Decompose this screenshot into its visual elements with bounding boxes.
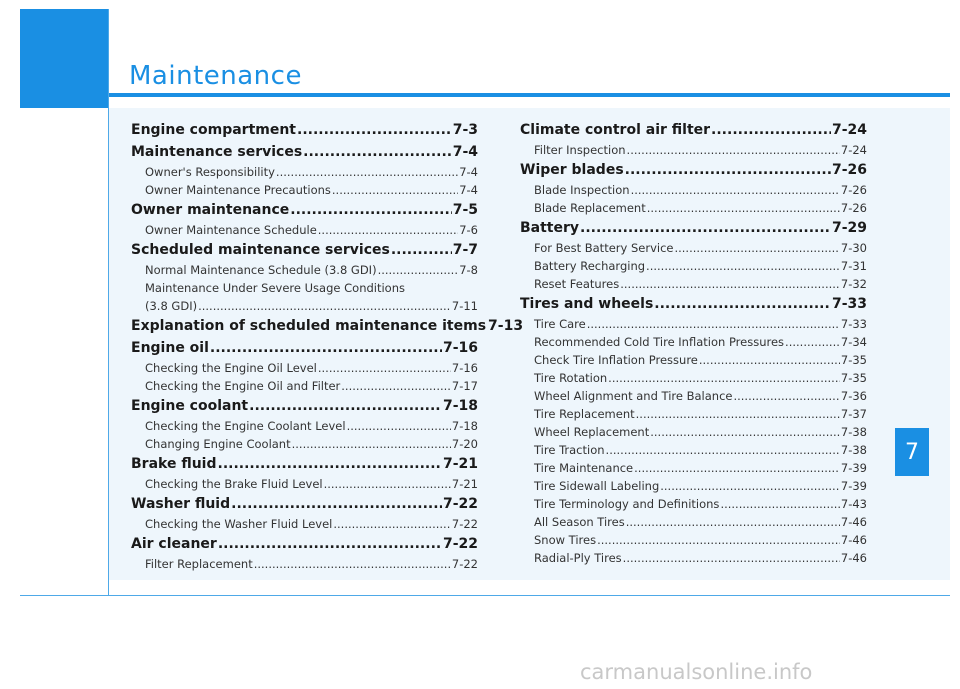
toc-entry-page: 7-4 — [452, 144, 478, 160]
toc-entry[interactable] — [131, 453, 478, 475]
toc-entry-label: Engine compartment — [131, 122, 296, 138]
toc-entry[interactable] — [520, 513, 867, 531]
toc-entry-page: 7-22 — [442, 536, 478, 552]
toc-entry-label: Normal Maintenance Schedule (3.8 GDI) — [145, 263, 377, 277]
toc-entry-page: 7-46 — [840, 533, 867, 547]
toc-entry-page: 7-13 — [488, 318, 524, 334]
toc-entry-label: Wiper blades — [520, 162, 624, 178]
toc-leader-dots — [785, 333, 840, 351]
toc-leader-dots — [608, 369, 840, 387]
toc-leader-dots — [699, 351, 840, 369]
toc-entry[interactable] — [520, 459, 867, 477]
toc-entry-label: Engine oil — [131, 340, 209, 356]
toc-entry[interactable] — [131, 297, 478, 315]
toc-entry-page: 7-20 — [451, 437, 478, 451]
toc-entry[interactable] — [131, 199, 478, 221]
toc-leader-dots — [650, 423, 840, 441]
toc-entry-page: 7-30 — [840, 241, 867, 255]
toc-entry[interactable] — [520, 181, 867, 199]
toc-entry-page: 7-38 — [840, 425, 867, 439]
toc-entry-label: Battery — [520, 220, 580, 236]
toc-entry[interactable] — [520, 369, 867, 387]
toc-leader-dots — [646, 257, 840, 275]
toc-entry-label: Explanation of scheduled maintenance items — [131, 318, 487, 334]
toc-leader-dots — [378, 261, 459, 279]
toc-entry[interactable] — [520, 531, 867, 549]
toc-entry[interactable] — [131, 377, 478, 395]
toc-entry-label: Brake fluid — [131, 456, 217, 472]
toc-leader-dots — [318, 359, 451, 377]
toc-entry-page: 7-36 — [840, 389, 867, 403]
toc-entry-label: Maintenance services — [131, 144, 303, 160]
toc-leader-dots — [276, 163, 458, 181]
toc-entry-page: 7-16 — [451, 361, 478, 375]
toc-entry[interactable] — [520, 477, 867, 495]
toc-entry[interactable] — [520, 159, 867, 181]
toc-entry-label: Tire Care — [534, 317, 586, 331]
toc-entry-page: 7-26 — [840, 183, 867, 197]
toc-entry-page: 7-16 — [442, 340, 478, 356]
toc-entry-label: Owner Maintenance Schedule — [145, 223, 317, 237]
toc-entry[interactable] — [520, 257, 867, 275]
toc-entry-label: Scheduled maintenance services — [131, 242, 390, 258]
toc-leader-dots — [634, 459, 840, 477]
toc-leader-dots — [597, 531, 840, 549]
toc-entry-page: 7-39 — [840, 479, 867, 493]
toc-leader-dots — [647, 199, 840, 217]
toc-entry-page: 7-24 — [840, 143, 867, 157]
toc-entry[interactable] — [520, 315, 867, 333]
toc-entry-label: Climate control air filter — [520, 122, 711, 138]
toc-entry[interactable] — [520, 495, 867, 513]
toc-entry[interactable] — [131, 315, 524, 337]
toc-entry-label: Checking the Brake Fluid Level — [145, 477, 323, 491]
toc-entry[interactable] — [131, 435, 478, 453]
toc-entry-label: Snow Tires — [534, 533, 597, 547]
toc-entry[interactable] — [131, 119, 478, 141]
toc-entry[interactable] — [131, 279, 478, 297]
toc-leader-dots — [218, 533, 442, 555]
toc-entry-label: Engine coolant — [131, 398, 249, 414]
toc-entry-page: 7-6 — [459, 223, 478, 237]
toc-entry[interactable] — [520, 549, 867, 567]
toc-entry-page: 7-24 — [831, 122, 867, 138]
toc-leader-dots — [654, 293, 831, 315]
toc-entry-label: Blade Replacement — [534, 201, 646, 215]
toc-entry-page: 7-29 — [831, 220, 867, 236]
toc-entry-label: Tire Rotation — [534, 371, 608, 385]
toc-leader-dots — [587, 315, 840, 333]
toc-entry-label: Filter Replacement — [145, 557, 253, 571]
toc-leader-dots — [720, 495, 839, 513]
toc-leader-dots — [711, 119, 831, 141]
toc-entry-label: Checking the Engine Coolant Level — [145, 419, 346, 433]
toc-entry-page: 7-33 — [831, 296, 867, 312]
toc-entry-page: 7-22 — [442, 496, 478, 512]
toc-entry[interactable] — [131, 261, 478, 279]
toc-entry[interactable] — [520, 351, 867, 369]
toc-leader-dots — [249, 395, 442, 417]
toc-entry-label: Changing Engine Coolant — [145, 437, 291, 451]
toc-entry[interactable] — [131, 515, 478, 533]
toc-entry-page: 7-46 — [840, 551, 867, 565]
toc-entry-label: Washer fluid — [131, 496, 231, 512]
toc-entry-page: 7-35 — [840, 353, 867, 367]
toc-entry-page: 7-18 — [451, 419, 478, 433]
toc-leader-dots — [580, 217, 831, 239]
toc-entry-label: Tires and wheels — [520, 296, 654, 312]
toc-entry[interactable] — [520, 293, 867, 315]
toc-entry-page: 7-4 — [459, 165, 478, 179]
toc-entry-label: Reset Features — [534, 277, 620, 291]
toc-entry-page: 7-22 — [451, 517, 478, 531]
toc-entry[interactable] — [131, 533, 478, 555]
toc-entry-page: 7-11 — [451, 299, 478, 313]
toc-entry-page: 7-26 — [831, 162, 867, 178]
toc-leader-dots — [631, 181, 840, 199]
toc-leader-dots — [254, 555, 451, 573]
toc-leader-dots — [620, 275, 840, 293]
toc-entry[interactable] — [520, 141, 867, 159]
toc-leader-dots — [292, 435, 451, 453]
toc-entry-label: Checking the Engine Oil Level — [145, 361, 317, 375]
toc-leader-dots — [332, 181, 458, 199]
toc-entry-page: 7-46 — [840, 515, 867, 529]
toc-entry-page: 7-31 — [840, 259, 867, 273]
toc-entry[interactable] — [131, 239, 478, 261]
toc-entry-page: 7-7 — [452, 242, 478, 258]
toc-entry-page: 7-3 — [452, 122, 478, 138]
toc-leader-dots — [606, 441, 840, 459]
toc-leader-dots — [333, 515, 451, 533]
toc-entry-label: Owner maintenance — [131, 202, 290, 218]
toc-entry-label: Tire Sidewall Labeling — [534, 479, 660, 493]
toc-entry-label: Radial-Ply Tires — [534, 551, 622, 565]
toc-leader-dots — [324, 475, 451, 493]
toc-entry[interactable] — [520, 217, 867, 239]
toc-entry-label: Battery Recharging — [534, 259, 646, 273]
toc-leader-dots — [674, 239, 839, 257]
toc-leader-dots — [347, 417, 451, 435]
toc-entry-page: 7-26 — [840, 201, 867, 215]
toc-entry[interactable] — [520, 119, 867, 141]
toc-entry[interactable] — [131, 417, 478, 435]
toc-entry-label: Owner Maintenance Precautions — [145, 183, 331, 197]
toc-entry-page: 7-21 — [442, 456, 478, 472]
toc-leader-dots — [290, 199, 451, 221]
toc-leader-dots — [626, 513, 840, 531]
toc-entry-label: Air cleaner — [131, 536, 217, 552]
toc-leader-dots — [623, 549, 840, 567]
toc-leader-dots — [733, 387, 839, 405]
bottom-rule — [20, 595, 950, 596]
toc-entry-label: Recommended Cold Tire Inflation Pressures — [534, 335, 785, 349]
toc-entry-page: 7-18 — [442, 398, 478, 414]
toc-entry-page: 7-8 — [459, 263, 478, 277]
toc-leader-dots — [198, 297, 451, 315]
toc-entry[interactable] — [131, 141, 478, 163]
toc-entry-label: Tire Traction — [534, 443, 605, 457]
toc-entry-label: Checking the Engine Oil and Filter — [145, 379, 341, 393]
toc-leader-dots — [210, 337, 442, 359]
toc-leader-dots — [231, 493, 442, 515]
toc-entry[interactable] — [131, 493, 478, 515]
toc-entry-label: Tire Terminology and Definitions — [534, 497, 720, 511]
page-title: Maintenance — [129, 61, 302, 91]
toc-entry[interactable] — [131, 475, 478, 493]
toc-entry-label: (3.8 GDI) — [145, 299, 198, 313]
toc-entry-page: 7-38 — [840, 443, 867, 457]
toc-right-column — [520, 119, 867, 567]
toc-entry[interactable] — [520, 405, 867, 423]
toc-entry[interactable] — [131, 395, 478, 417]
toc-leader-dots — [660, 477, 840, 495]
toc-entry-page: 7-5 — [452, 202, 478, 218]
toc-entry[interactable] — [520, 333, 867, 351]
toc-entry-page: 7-34 — [840, 335, 867, 349]
toc-left-column — [131, 119, 524, 573]
toc-leader-dots — [318, 221, 458, 239]
toc-entry-page: 7-39 — [840, 461, 867, 475]
toc-entry-page: 7-17 — [451, 379, 478, 393]
toc-entry[interactable] — [520, 441, 867, 459]
toc-entry-page: 7-35 — [840, 371, 867, 385]
toc-leader-dots — [218, 453, 442, 475]
toc-entry-page: 7-33 — [840, 317, 867, 331]
toc-leader-dots — [636, 405, 840, 423]
toc-entry-label: All Season Tires — [534, 515, 625, 529]
chapter-tab[interactable]: 7 — [895, 428, 929, 476]
toc-entry-label: Owner's Responsibility — [145, 165, 275, 179]
corner-color-block — [20, 9, 109, 108]
toc-entry-page: 7-21 — [451, 477, 478, 491]
toc-entry-label: Blade Inspection — [534, 183, 630, 197]
watermark-text: carmanualsonline.info — [580, 660, 813, 684]
toc-entry-page: 7-22 — [451, 557, 478, 571]
toc-entry-label: For Best Battery Service — [534, 241, 674, 255]
toc-entry[interactable] — [131, 555, 478, 573]
toc-entry-page: 7-37 — [840, 407, 867, 421]
toc-entry[interactable] — [131, 359, 478, 377]
toc-leader-dots — [625, 159, 831, 181]
toc-entry[interactable] — [520, 387, 867, 405]
toc-entry-label: Maintenance Under Severe Usage Conditions — [145, 281, 405, 295]
toc-leader-dots — [341, 377, 451, 395]
toc-entry[interactable] — [520, 275, 867, 293]
toc-entry[interactable] — [131, 337, 478, 359]
toc-leader-dots — [391, 239, 452, 261]
toc-entry[interactable] — [520, 199, 867, 217]
toc-entry-label: Wheel Replacement — [534, 425, 650, 439]
toc-entry-label: Wheel Alignment and Tire Balance — [534, 389, 733, 403]
toc-leader-dots — [303, 141, 452, 163]
toc-entry-label: Check Tire Inflation Pressure — [534, 353, 698, 367]
toc-entry[interactable] — [131, 181, 478, 199]
toc-leader-dots — [297, 119, 452, 141]
toc-entry-page: 7-43 — [840, 497, 867, 511]
toc-leader-dots — [627, 141, 840, 159]
toc-entry-label: Checking the Washer Fluid Level — [145, 517, 333, 531]
toc-entry-page: 7-4 — [459, 183, 478, 197]
toc-entry-label: Tire Maintenance — [534, 461, 634, 475]
toc-entry-label: Tire Replacement — [534, 407, 635, 421]
toc-entry-page: 7-32 — [840, 277, 867, 291]
toc-entry[interactable] — [520, 239, 867, 257]
toc-entry[interactable] — [131, 221, 478, 239]
toc-entry-label: Filter Inspection — [534, 143, 626, 157]
toc-entry[interactable] — [131, 163, 478, 181]
toc-entry[interactable] — [520, 423, 867, 441]
